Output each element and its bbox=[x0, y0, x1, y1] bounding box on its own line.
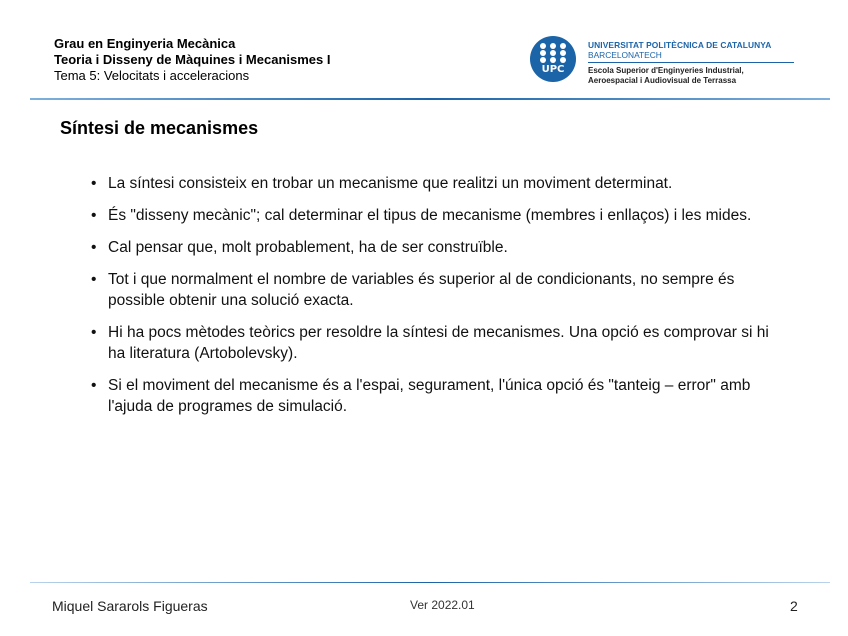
footer-divider bbox=[30, 582, 830, 583]
footer-author: Miquel Sararols Figueras bbox=[52, 598, 208, 614]
topic-name: Tema 5: Velocitats i acceleracions bbox=[54, 68, 250, 83]
bullet-list bbox=[88, 173, 788, 428]
upc-logo bbox=[530, 36, 830, 88]
degree-name: Grau en Enginyeria Mecànica bbox=[54, 36, 236, 51]
upc-emblem-icon bbox=[530, 36, 576, 82]
bullet-item: • La síntesi consisteix en trobar un mecanisme que realitzi un moviment determinat. bbox=[88, 173, 788, 194]
slide-title: Síntesi de mecanismes bbox=[60, 118, 259, 138]
bullet-item: • És "disseny mecànic"; cal determinar el tipus de mecanisme (membres i enllaços) i les mides. bbox=[88, 205, 788, 226]
school-name-line1: Escola Superior d'Enginyeries Industrial, bbox=[588, 66, 744, 75]
upc-acronym: UPC bbox=[541, 64, 565, 75]
university-city: BARCELONATECH bbox=[588, 50, 662, 60]
header-divider bbox=[30, 98, 830, 100]
slide-header bbox=[0, 0, 848, 100]
bullet-item: • Tot i que normalment el nombre de variables és superior al de condicionants, no sempre és possible obtenir una solució exacta. bbox=[88, 269, 788, 311]
bullet-item: • Hi ha pocs mètodes teòrics per resoldre la síntesi de mecanismes. Una opció es comprovar si hi ha literatura (Artobolevsky). bbox=[88, 322, 788, 364]
course-name: Teoria i Disseny de Màquines i Mecanismes I bbox=[54, 52, 331, 67]
page-number: 2 bbox=[790, 598, 798, 614]
school-name-line2: Aeroespacial i Audiovisual de Terrassa bbox=[588, 76, 737, 85]
footer-version: Ver 2022.01 bbox=[410, 598, 475, 612]
course-info bbox=[54, 36, 330, 84]
logo-divider bbox=[588, 62, 794, 63]
university-name: UNIVERSITAT POLITÈCNICA DE CATALUNYA bbox=[588, 40, 772, 50]
bullet-item: • Cal pensar que, molt probablement, ha de ser construïble. bbox=[88, 237, 788, 258]
emblem-dots bbox=[540, 43, 566, 63]
bullet-item: • Si el moviment del mecanisme és a l'espai, segurament, l'única opció és "tanteig – error" amb l'ajuda de programes de simulació. bbox=[88, 375, 788, 417]
